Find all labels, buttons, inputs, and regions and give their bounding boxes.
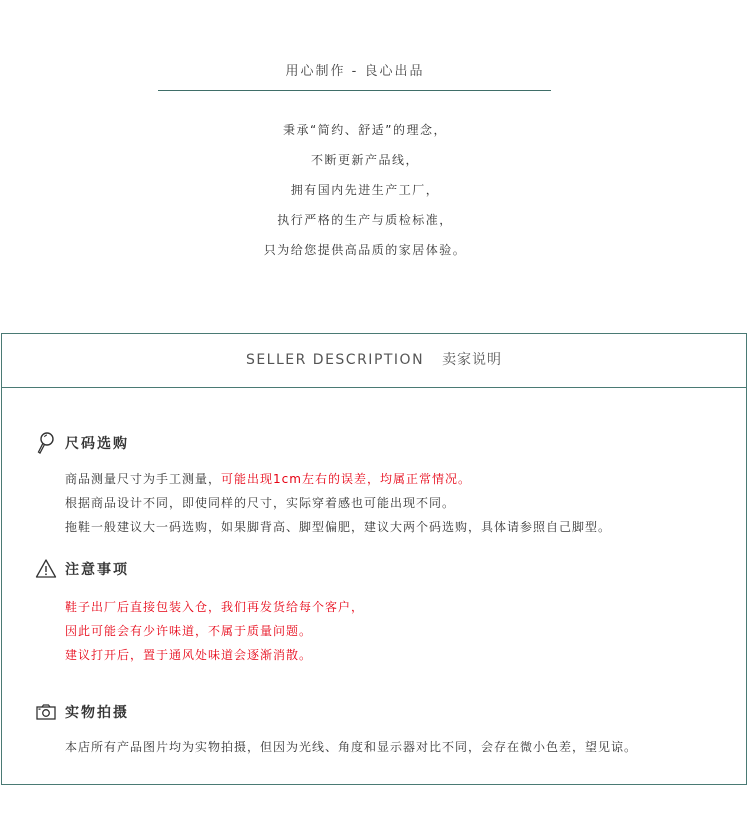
warning-icon <box>34 557 58 581</box>
notes-line: 鞋子出厂后直接包装入仓，我们再发货给每个客户， <box>65 600 365 614</box>
seller-description-header <box>2 334 746 388</box>
seller-title-en: SELLER DESCRIPTION <box>245 352 425 368</box>
section-photo-label: 实物拍摄 <box>65 705 129 721</box>
size-line-1-highlight: 可能出现1cm左右的误差，均属正常情况。 <box>221 472 471 486</box>
section-notes-title <box>34 558 129 580</box>
camera-icon <box>34 700 58 724</box>
notes-line: 建议打开后，置于通风处味道会逐渐消散。 <box>65 648 313 662</box>
section-notes-label: 注意事项 <box>65 562 129 578</box>
section-photo-title <box>34 701 129 723</box>
section-size-body <box>65 469 611 541</box>
intro-line: 不断更新产品线， <box>310 153 419 167</box>
page-title: 用心制作 - 良心出品 <box>285 64 425 79</box>
section-size-title <box>34 432 129 454</box>
notes-line: 因此可能会有少许味道，不属于质量问题。 <box>65 624 313 638</box>
intro-block <box>0 120 730 270</box>
seller-title-cn: 卖家说明 <box>442 352 503 368</box>
seller-description-box <box>1 333 747 785</box>
intro-line: 秉承“简约、舒适”的理念， <box>283 123 447 137</box>
section-notes-body <box>65 597 364 669</box>
size-line-3: 拖鞋一般建议大一码选购，如果脚背高、脚型偏肥，建议大两个码选购，具体请参照自己脚型。 <box>65 520 612 534</box>
magnifier-icon <box>34 431 58 455</box>
size-line-1 <box>65 469 611 493</box>
title-divider <box>158 90 551 91</box>
size-line-1-plain: 商品测量尺寸为手工测量， <box>65 472 222 486</box>
intro-line: 只为给您提供高品质的家居体验。 <box>263 243 467 257</box>
photo-line: 本店所有产品图片均为实物拍摄，但因为光线、角度和显示器对比不同，会存在微小色差，望见谅。 <box>65 740 638 754</box>
intro-line: 拥有国内先进生产工厂， <box>290 183 440 197</box>
size-line-2: 根据商品设计不同，即使同样的尺寸，实际穿着感也可能出现不同。 <box>65 496 456 510</box>
section-size-label: 尺码选购 <box>65 436 129 452</box>
intro-line: 执行严格的生产与质检标准， <box>277 213 453 227</box>
section-photo-body <box>65 737 637 761</box>
